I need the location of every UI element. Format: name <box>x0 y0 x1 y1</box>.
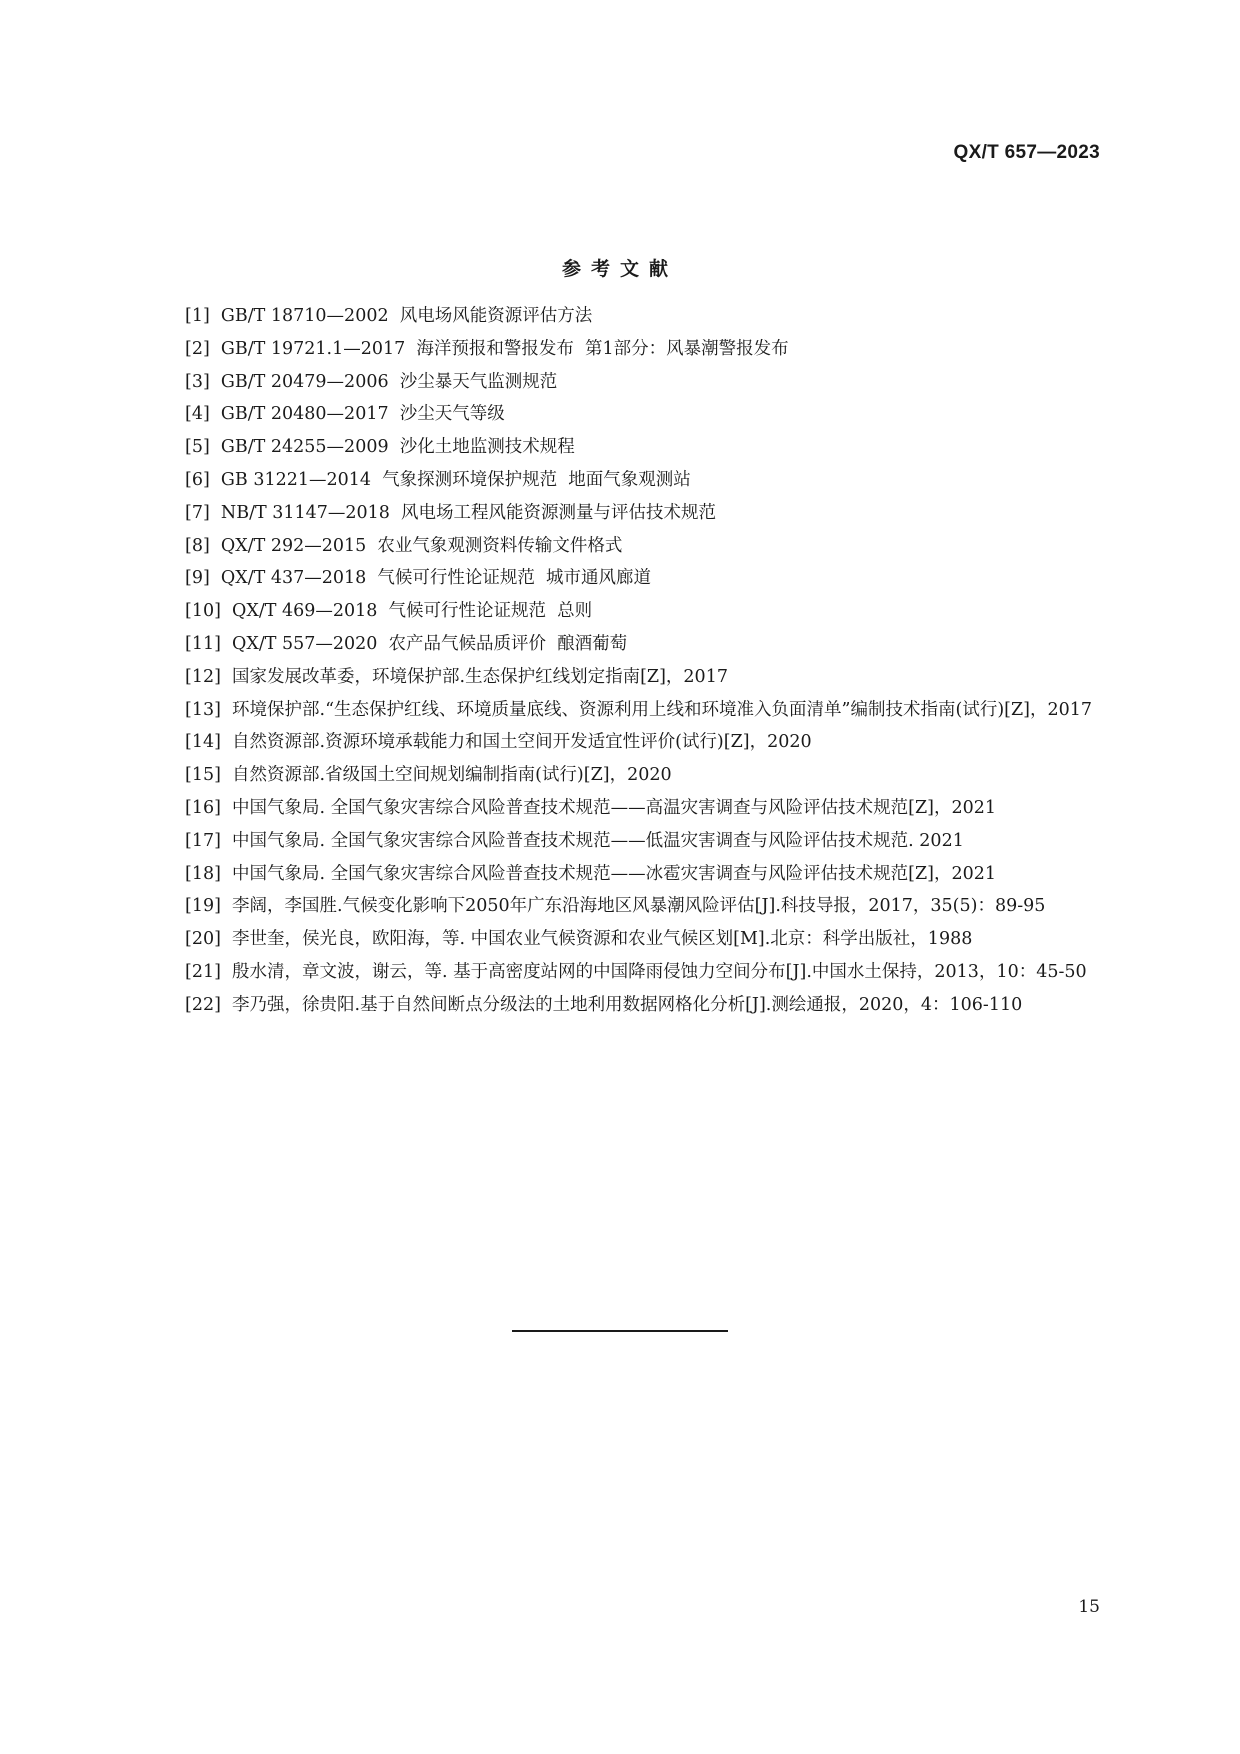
reference-item: [21] 殷水清，章文波，谢云，等. 基于高密度站网的中国降雨侵蚀力空间分布[J].中国水土保持，2013，10：45-50 <box>185 961 1087 982</box>
reference-item: [2] GB/T 19721.1—2017 海洋预报和警报发布 第1部分：风暴潮警报发布 <box>185 338 789 359</box>
reference-list <box>140 300 1101 1022</box>
reference-item: [17] 中国气象局. 全国气象灾害综合风险普查技术规范——低温灾害调查与风险评估技术规范. 2021 <box>185 830 964 851</box>
reference-item: [11] QX/T 557—2020 农产品气候品质评价 酿酒葡萄 <box>185 633 628 654</box>
reference-item: [12] 国家发展改革委，环境保护部.生态保护红线划定指南[Z]，2017 <box>185 666 728 687</box>
reference-item: [9] QX/T 437—2018 气候可行性论证规范 城市通风廊道 <box>185 568 652 589</box>
section-title: 参考文献 <box>561 258 678 280</box>
reference-item: [10] QX/T 469—2018 气候可行性论证规范 总则 <box>185 601 593 622</box>
reference-item: [1] GB/T 18710—2002 风电场风能资源评估方法 <box>185 306 593 326</box>
reference-item: [14] 自然资源部.资源环境承载能力和国土空间开发适宜性评价(试行)[Z]，2020 <box>185 732 812 753</box>
reference-item: [20] 李世奎，侯光良，欧阳海，等. 中国农业气候资源和农业气候区划[M].北京：科学出版社，1988 <box>185 929 973 950</box>
reference-item: [22] 李乃强，徐贵阳.基于自然间断点分级法的土地利用数据网格化分析[J].测绘通报，2020，4：106-110 <box>185 994 1023 1015</box>
end-divider <box>512 1330 728 1332</box>
reference-item: [13] 环境保护部.“生态保护红线、环境质量底线、资源利用上线和环境准入负面清单”编制技术指南(试行)[Z]，2017 <box>185 699 1093 720</box>
document-code: QX/T 657—2023 <box>953 142 1100 163</box>
page-number: 15 <box>1078 1597 1100 1617</box>
reference-item: [8] QX/T 292—2015 农业气象观测资料传输文件格式 <box>185 535 623 556</box>
reference-item: [4] GB/T 20480—2017 沙尘天气等级 <box>185 404 505 425</box>
reference-item: [7] NB/T 31147—2018 风电场工程风能资源测量与评估技术规范 <box>185 502 717 523</box>
reference-item: [16] 中国气象局. 全国气象灾害综合风险普查技术规范——高温灾害调查与风险评估技术规范[Z]，2021 <box>185 797 997 818</box>
reference-item: [15] 自然资源部.省级国土空间规划编制指南(试行)[Z]，2020 <box>185 765 672 786</box>
reference-item: [3] GB/T 20479—2006 沙尘暴天气监测规范 <box>185 371 558 392</box>
reference-item: [18] 中国气象局. 全国气象灾害综合风险普查技术规范——冰雹灾害调查与风险评估技术规范[Z]，2021 <box>185 863 997 884</box>
reference-item: [6] GB 31221—2014 气象探测环境保护规范 地面气象观测站 <box>185 469 691 490</box>
reference-item: [5] GB/T 24255—2009 沙化土地监测技术规程 <box>185 437 575 458</box>
reference-item: [19] 李阔，李国胜.气候变化影响下2050年广东沿海地区风暴潮风险评估[J].科技导报，2017，35(5)：89-95 <box>185 896 1046 917</box>
